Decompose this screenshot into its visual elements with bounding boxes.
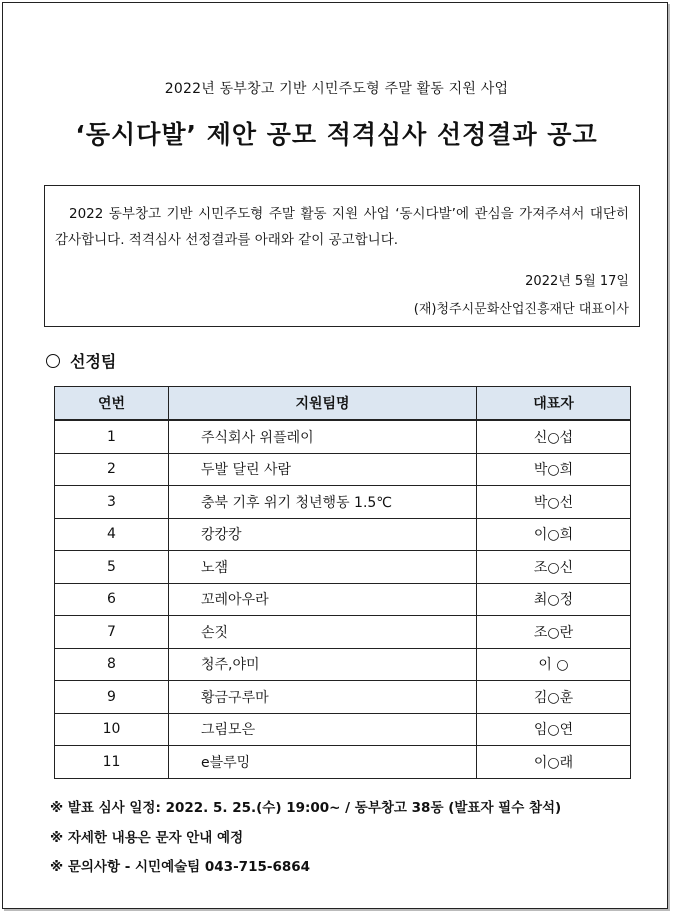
note-contact: ※ 문의사항 - 시민예술팀 043-715-6864 — [50, 859, 311, 875]
table-header-row — [55, 387, 631, 421]
cell-number: 1 — [55, 420, 169, 453]
notice-date: 2022년 5월 17일 — [525, 274, 629, 289]
cell-number: 11 — [55, 746, 169, 779]
cell-representative: 박○선 — [477, 486, 631, 519]
table-row — [55, 453, 631, 486]
cell-representative: 이 ○ — [477, 648, 631, 681]
circle-bullet-icon — [46, 354, 60, 368]
cell-team-name: 캉캉캉 — [169, 518, 477, 551]
cell-representative: 조○신 — [477, 551, 631, 584]
notice-issuer: (재)청주시문화산업진흥재단 대표이사 — [413, 302, 629, 317]
table-row — [55, 518, 631, 551]
table-row — [55, 420, 631, 453]
table-row — [55, 713, 631, 746]
note-schedule: ※ 발표 심사 일정: 2022. 5. 25.(수) 19:00~ / 동부창고 38동 (발표자 필수 참석) — [50, 800, 562, 816]
table-row — [55, 583, 631, 616]
cell-team-name: 그림모은 — [169, 713, 477, 746]
cell-number: 10 — [55, 713, 169, 746]
cell-representative: 김○훈 — [477, 681, 631, 714]
table-row — [55, 681, 631, 714]
cell-number: 9 — [55, 681, 169, 714]
document-subtitle: 2022년 동부창고 기반 시민주도형 주말 활동 지원 사업 — [164, 81, 509, 97]
table-row — [55, 616, 631, 649]
cell-representative: 이○희 — [477, 518, 631, 551]
header-team: 지원팀명 — [169, 387, 477, 421]
cell-team-name: 손짓 — [169, 616, 477, 649]
section-heading — [46, 349, 116, 372]
notice-body: 2022 동부창고 기반 시민주도형 주말 활동 지원 사업 ‘동시다발’에 관심을 가져주셔서 대단히 감사합니다. 적격심사 선정결과를 아래와 같이 공고합니다. — [55, 206, 629, 248]
selection-table — [54, 386, 631, 779]
section-title: 선정팀 — [70, 352, 117, 371]
header-representative: 대표자 — [477, 387, 631, 421]
table-row — [55, 551, 631, 584]
cell-team-name: e블루밍 — [169, 746, 477, 779]
cell-team-name: 충북 기후 위기 청년행동 1.5℃ — [169, 486, 477, 519]
note-sms: ※ 자세한 내용은 문자 안내 예정 — [50, 830, 244, 846]
cell-number: 6 — [55, 583, 169, 616]
cell-representative: 박○희 — [477, 453, 631, 486]
header-number: 연번 — [55, 387, 169, 421]
cell-number: 3 — [55, 486, 169, 519]
cell-representative: 신○섭 — [477, 420, 631, 453]
cell-team-name: 두발 달린 사람 — [169, 453, 477, 486]
cell-representative: 임○연 — [477, 713, 631, 746]
table-row — [55, 648, 631, 681]
table-row — [55, 746, 631, 779]
cell-number: 2 — [55, 453, 169, 486]
cell-number: 5 — [55, 551, 169, 584]
cell-team-name: 황금구루마 — [169, 681, 477, 714]
notice-box — [44, 185, 640, 327]
cell-number: 7 — [55, 616, 169, 649]
cell-representative: 이○래 — [477, 746, 631, 779]
cell-representative: 최○정 — [477, 583, 631, 616]
cell-number: 4 — [55, 518, 169, 551]
cell-team-name: 노잼 — [169, 551, 477, 584]
cell-team-name: 주식회사 위플레이 — [169, 420, 477, 453]
cell-team-name: 청주,야미 — [169, 648, 477, 681]
cell-representative: 조○란 — [477, 616, 631, 649]
document-title: ‘동시다발’ 제안 공모 적격심사 선정결과 공고 — [75, 120, 598, 149]
cell-number: 8 — [55, 648, 169, 681]
table-row — [55, 486, 631, 519]
cell-team-name: 꼬레아우라 — [169, 583, 477, 616]
